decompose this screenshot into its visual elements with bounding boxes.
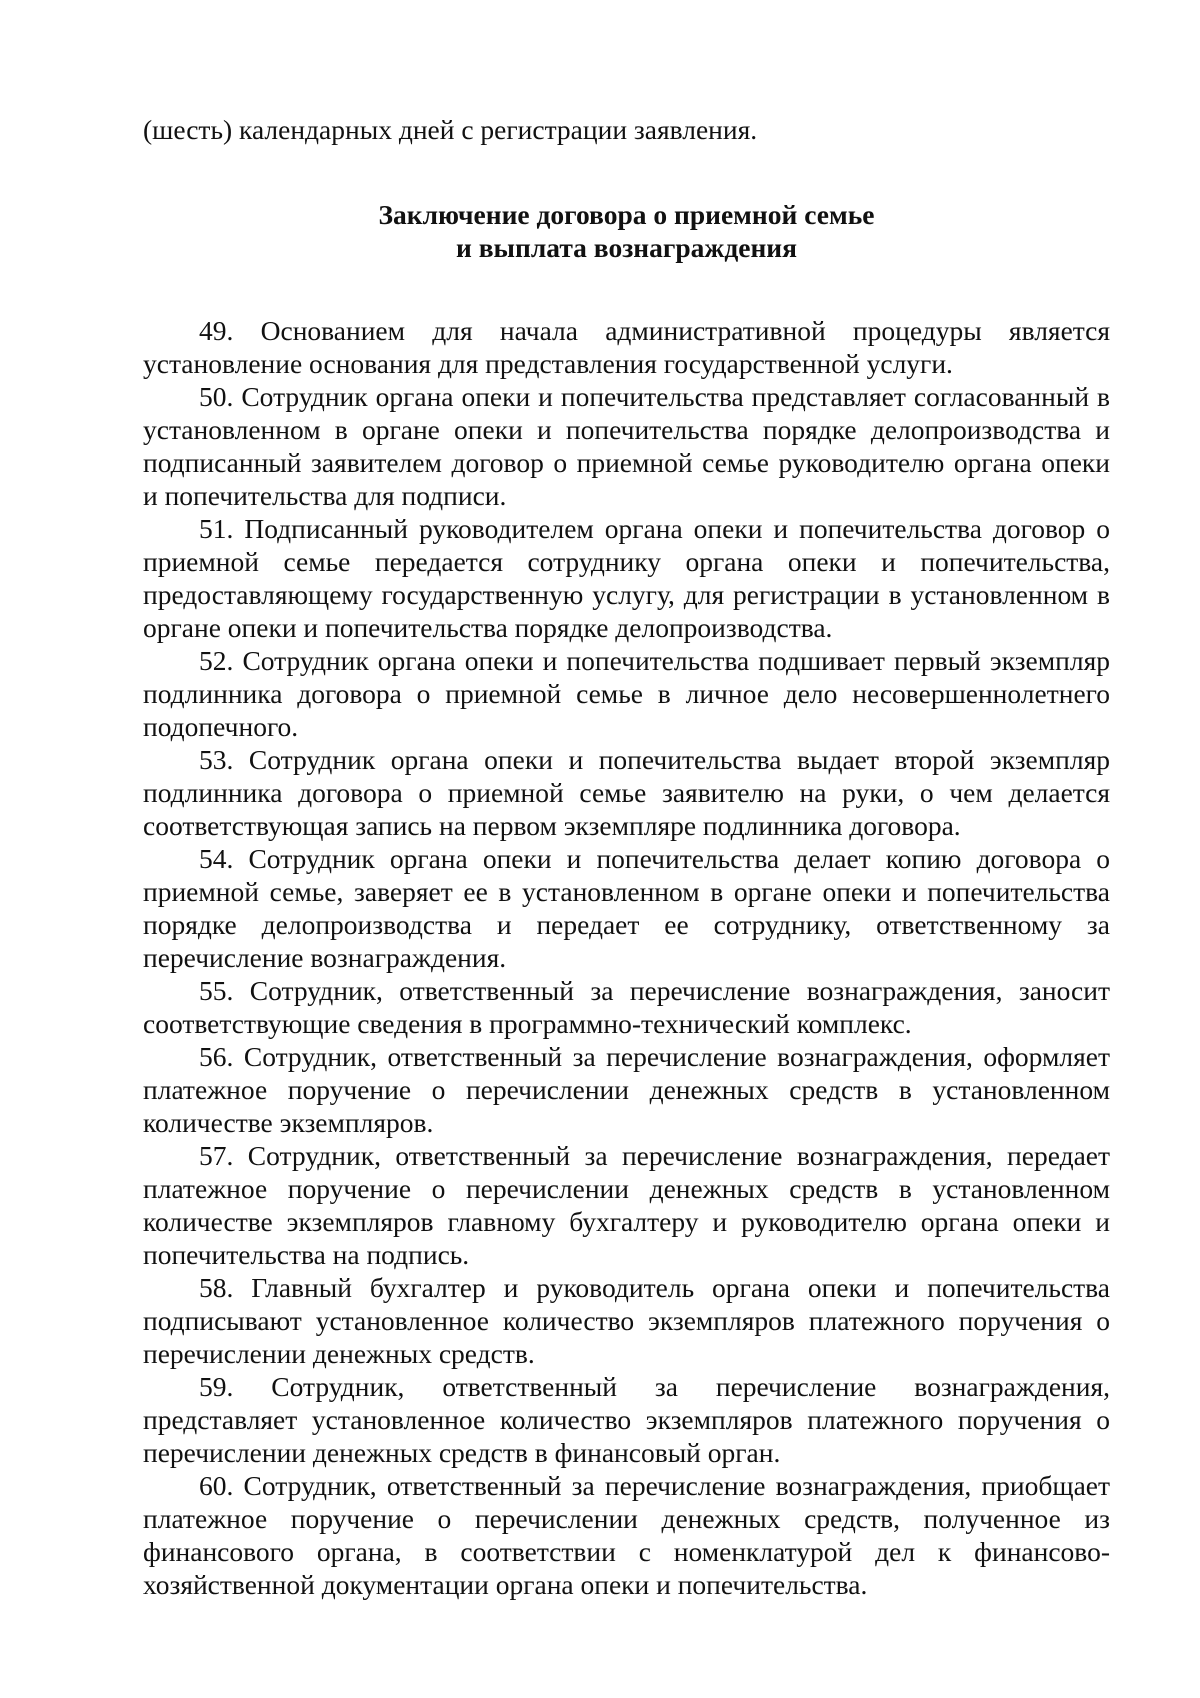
paragraph-52: 52. Сотрудник органа опеки и попечительства подшивает первый экземпляр подлинника договора о приемной семье в личное дело несовершеннолетнего подопечного. [143,645,1110,742]
paragraph-53: 53. Сотрудник органа опеки и попечительства выдает второй экземпляр подлинника договора о приемной семье заявителю на руки, о чем делается соответствующая запись на первом экземпляре подлинника договора. [143,744,1110,841]
paragraph-list [143,314,1110,1601]
paragraph-51: 51. Подписанный руководителем органа опеки и попечительства договор о приемной семье передается сотруднику органа опеки и попечительства, предоставляющему государственную услугу, для регистрации в установленном в органе опеки и попечительства порядке делопроизводства. [143,513,1110,643]
section-heading-line-2: и выплата вознаграждения [455,232,798,263]
section-heading-line-1: Заключение договора о приемной семье [378,199,875,230]
paragraph-54: 54. Сотрудник органа опеки и попечительства делает копию договора о приемной семье, заверяет ее в установленном в органе опеки и попечительства порядке делопроизводства и передает ее сотруднику, ответственному за перечисление вознаграждения. [143,843,1110,973]
paragraph-49: 49. Основанием для начала административной процедуры является установление основания для представления государственной услуги. [143,315,1110,379]
paragraph-55: 55. Сотрудник, ответственный за перечисление вознаграждения, заносит соответствующие сведения в программно-технический комплекс. [143,975,1110,1039]
document-page [143,113,1110,1601]
paragraph-57: 57. Сотрудник, ответственный за перечисление вознаграждения, передает платежное поручение о перечислении денежных средств в установленном количестве экземпляров главному бухгалтеру и руководителю органа опеки и попечительства на подпись. [143,1140,1110,1270]
paragraph-59: 59. Сотрудник, ответственный за перечисление вознаграждения, представляет установленное количество экземпляров платежного поручения о перечислении денежных средств в финансовый орган. [143,1371,1110,1468]
paragraph-60: 60. Сотрудник, ответственный за перечисление вознаграждения, приобщает платежное поручение о перечислении денежных средств, полученное из финансового органа, в соответствии с номенклатурой дел к финансово-хозяйственной документации органа опеки и попечительства. [143,1470,1110,1600]
paragraph-58: 58. Главный бухгалтер и руководитель органа опеки и попечительства подписывают установленное количество экземпляров платежного поручения о перечислении денежных средств. [143,1272,1110,1369]
section-heading [143,198,1110,264]
paragraph-56: 56. Сотрудник, ответственный за перечисление вознаграждения, оформляет платежное поручение о перечислении денежных средств в установленном количестве экземпляров. [143,1041,1110,1138]
paragraph-50: 50. Сотрудник органа опеки и попечительства представляет согласованный в установленном в органе опеки и попечительства порядке делопроизводства и подписанный заявителем договор о приемной семье руководителю органа опеки и попечительства для подписи. [143,381,1110,511]
continuation-text: (шесть) календарных дней с регистрации заявления. [143,114,758,145]
